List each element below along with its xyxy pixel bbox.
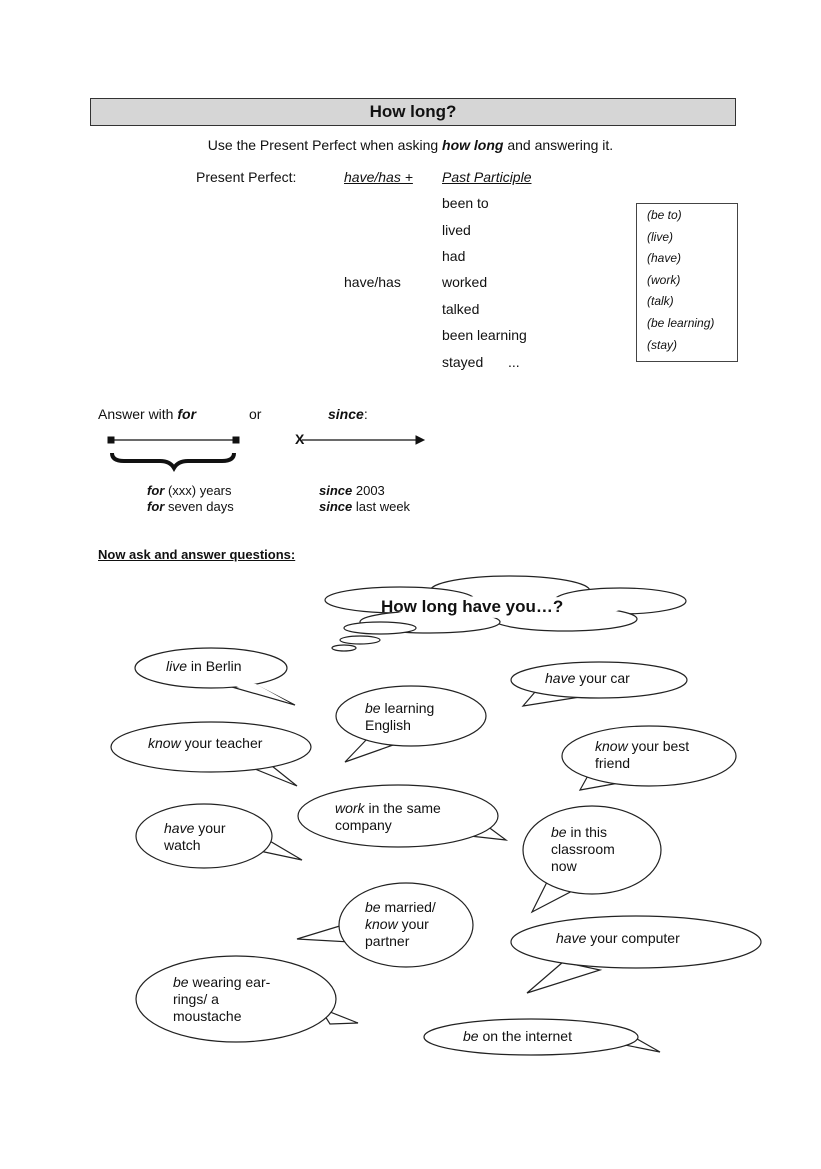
participle-item: had	[442, 248, 466, 264]
bubble-have-your-car: have your car	[545, 670, 630, 686]
col2-header: Past Participle	[442, 169, 532, 185]
bubble-live-in-berlin: live in Berlin	[166, 658, 242, 674]
bubble-be-married-know-partner: be married/ know your partner	[365, 899, 436, 949]
participle-item: lived	[442, 222, 471, 238]
since-example: since 2003	[319, 483, 385, 498]
hint-item: (live)	[647, 230, 673, 244]
hint-item: (have)	[647, 251, 682, 265]
bubble-be-learning-english: be learning English	[365, 700, 435, 733]
participle-item: talked	[442, 301, 480, 317]
intro-sentence	[0, 137, 821, 153]
for-timeline	[108, 437, 239, 468]
answer-since: since	[328, 406, 364, 422]
answer-since-label	[328, 406, 368, 422]
cloud-question: How long have you…?	[381, 597, 564, 616]
for-examples	[147, 483, 234, 515]
table-label: Present Perfect:	[196, 169, 297, 185]
aux-verb: have/has	[344, 274, 401, 290]
page-title: How long?	[90, 98, 736, 126]
participle-item: been to	[442, 195, 489, 211]
hint-item: (be learning)	[647, 316, 715, 330]
col1-header: have/has +	[344, 169, 413, 185]
since-arrow	[302, 436, 424, 444]
hint-item: (stay)	[647, 338, 677, 352]
hint-item: (work)	[647, 273, 681, 287]
for-example: for seven days	[147, 499, 234, 514]
bubble-be-in-this-classroom-now: be in this classroom now	[551, 824, 615, 874]
intro-post: and answering it.	[503, 137, 614, 153]
answer-colon: :	[363, 406, 368, 422]
since-examples	[319, 483, 410, 515]
instruction-heading: Now ask and answer questions:	[98, 547, 296, 562]
bubble-have-your-computer: have your computer	[556, 930, 680, 946]
answer-for: for	[177, 406, 197, 422]
participle-ellipsis: ...	[508, 354, 520, 370]
answer-with-label	[98, 406, 196, 422]
intro-emphasis: how long	[442, 137, 504, 153]
bubble-know-your-teacher: know your teacher	[148, 735, 263, 751]
participle-item: worked	[442, 274, 488, 290]
bubble-be-wearing: be wearing ear-rings/ a moustache	[173, 974, 271, 1024]
bubble-have-your-watch: have your watch	[164, 820, 226, 853]
bubble-be-on-the-internet: be on the internet	[463, 1028, 572, 1044]
since-x-mark: X	[295, 431, 305, 447]
participle-item: been learning	[442, 327, 527, 343]
bubble-work-in-same-company: work in the same company	[335, 800, 441, 833]
since-example: since last week	[319, 499, 411, 514]
hint-item: (talk)	[647, 294, 674, 308]
participle-item: stayed	[442, 354, 484, 370]
intro-pre: Use the Present Perfect when asking	[207, 137, 443, 153]
for-example: for (xxx) years	[147, 483, 232, 498]
verb-hint-box	[636, 203, 738, 362]
answer-or: or	[249, 406, 262, 422]
hint-item: (be to)	[647, 208, 682, 222]
answer-pre: Answer with	[98, 406, 178, 422]
bubble-know-your-best-friend: know your best friend	[595, 738, 690, 771]
